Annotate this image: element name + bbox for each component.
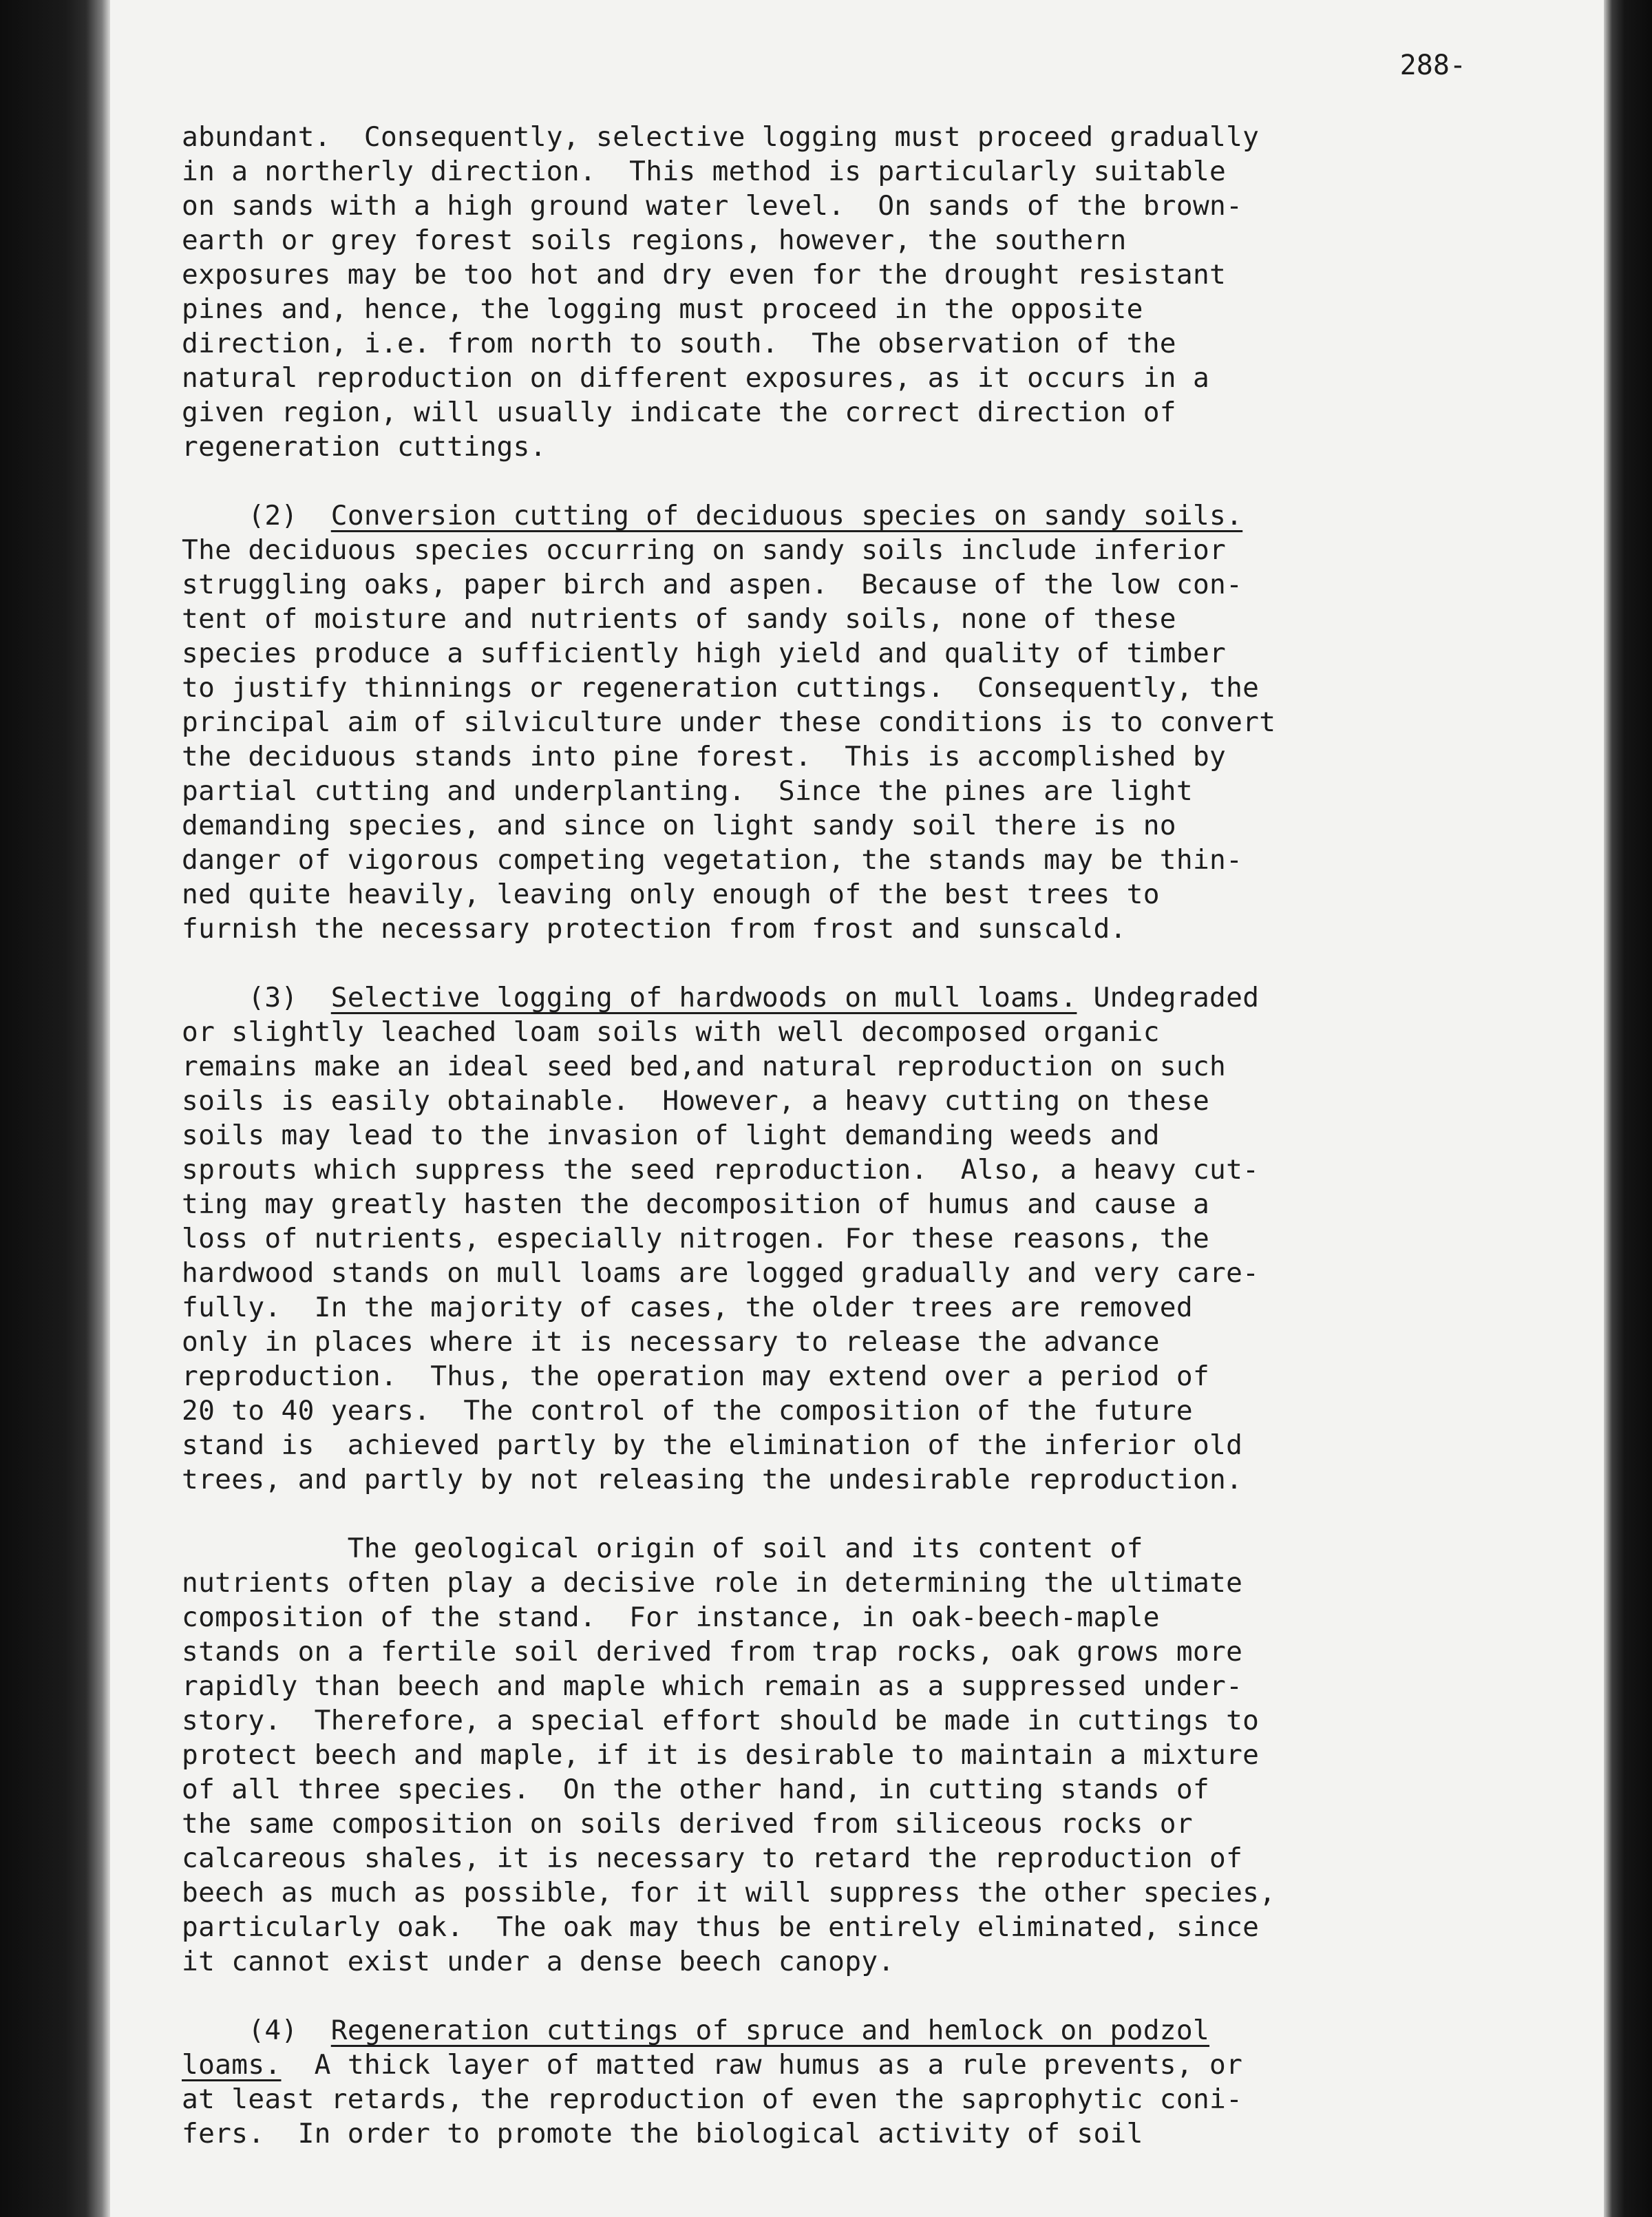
text-line: furnish the necessary protection from frost and sunscald. bbox=[182, 913, 1127, 945]
text-line: the deciduous stands into pine forest. This is accomplished by bbox=[182, 741, 1227, 773]
text-line: at least retards, the reproduction of even the saprophytic coni- bbox=[182, 2083, 1243, 2115]
text-line: on sands with a high ground water level. On sands of the brown- bbox=[182, 190, 1243, 222]
text-line: struggling oaks, paper birch and aspen. Because of the low con- bbox=[182, 569, 1243, 600]
text-line: tent of moisture and nutrients of sandy soils, none of these bbox=[182, 603, 1176, 635]
page-edge-shadow bbox=[1604, 0, 1652, 2217]
text-line: loss of nutrients, especially nitrogen. For these reasons, the bbox=[182, 1223, 1210, 1254]
text-line: hardwood stands on mull loams are logged gradually and very care- bbox=[182, 1257, 1260, 1289]
paragraph-3 bbox=[182, 980, 1531, 1497]
typed-text-body bbox=[182, 120, 1531, 2151]
paragraph-gap bbox=[182, 464, 1531, 498]
paragraph-2 bbox=[182, 498, 1531, 946]
text-fragment: Undegraded bbox=[1077, 982, 1260, 1013]
text-line: soils is easily obtainable. However, a heavy cutting on these bbox=[182, 1085, 1210, 1117]
text-line: trees, and partly by not releasing the undesirable reproduction. bbox=[182, 1464, 1243, 1495]
text-line: or slightly leached loam soils with well decomposed organic bbox=[182, 1016, 1160, 1048]
section-number: (2) bbox=[248, 500, 298, 532]
paragraph-1 bbox=[182, 120, 1531, 464]
text-line: abundant. Consequently, selective logging must proceed gradually bbox=[182, 121, 1260, 153]
text-line: exposures may be too hot and dry even for the drought resistant bbox=[182, 259, 1227, 291]
paragraph-5 bbox=[182, 2013, 1531, 2151]
text-line: partial cutting and underplanting. Since the pines are light bbox=[182, 775, 1193, 807]
text-line: in a northerly direction. This method is particularly suitable bbox=[182, 156, 1227, 187]
text-line: protect beech and maple, if it is desirable to maintain a mixture bbox=[182, 1739, 1260, 1771]
text-line: The deciduous species occurring on sandy soils include inferior bbox=[182, 534, 1227, 566]
text-fragment: A thick layer of matted raw humus as a rule prevents, or bbox=[281, 2049, 1243, 2081]
text-line: stand is achieved partly by the elimination of the inferior old bbox=[182, 1429, 1243, 1461]
section-heading-line bbox=[182, 2048, 1531, 2082]
text-line: the same composition on soils derived from siliceous rocks or bbox=[182, 1808, 1193, 1840]
text-line: reproduction. Thus, the operation may extend over a period of bbox=[182, 1360, 1210, 1392]
text-line: composition of the stand. For instance, in oak-beech-maple bbox=[182, 1601, 1160, 1633]
section-heading-line bbox=[182, 2013, 1531, 2048]
text-line: nutrients often play a decisive role in determining the ultimate bbox=[182, 1567, 1243, 1599]
paragraph-gap bbox=[182, 946, 1531, 980]
text-line: principal aim of silviculture under these conditions is to convert bbox=[182, 706, 1276, 738]
text-line: fers. In order to promote the biological activity of soil bbox=[182, 2118, 1143, 2150]
text-line: to justify thinnings or regeneration cuttings. Consequently, the bbox=[182, 672, 1260, 704]
text-line: soils may lead to the invasion of light demanding weeds and bbox=[182, 1120, 1160, 1151]
text-line: earth or grey forest soils regions, however, the southern bbox=[182, 224, 1127, 256]
text-line: beech as much as possible, for it will suppress the other species, bbox=[182, 1877, 1276, 1909]
book-gutter-shadow bbox=[0, 0, 110, 2217]
section-heading-line bbox=[182, 498, 1531, 533]
text-line: 20 to 40 years. The control of the composition of the future bbox=[182, 1395, 1193, 1427]
text-line: ting may greatly hasten the decomposition of humus and cause a bbox=[182, 1188, 1210, 1220]
text-line: sprouts which suppress the seed reproduction. Also, a heavy cut- bbox=[182, 1154, 1260, 1186]
section-heading: Conversion cutting of deciduous species on sandy soils. bbox=[330, 500, 1243, 532]
text-line: it cannot exist under a dense beech canopy. bbox=[182, 1946, 895, 1977]
text-line: particularly oak. The oak may thus be entirely eliminated, since bbox=[182, 1911, 1260, 1943]
section-heading: Regeneration cuttings of spruce and hemlock on podzol bbox=[330, 2015, 1210, 2046]
text-line: danger of vigorous competing vegetation, the stands may be thin- bbox=[182, 844, 1243, 876]
text-line: ned quite heavily, leaving only enough of the best trees to bbox=[182, 879, 1160, 910]
text-line: direction, i.e. from north to south. The observation of the bbox=[182, 328, 1176, 359]
text-line: species produce a sufficiently high yield and quality of timber bbox=[182, 638, 1227, 669]
text-line: fully. In the majority of cases, the older trees are removed bbox=[182, 1292, 1193, 1323]
text-line: calcareous shales, it is necessary to retard the reproduction of bbox=[182, 1842, 1243, 1874]
section-heading-line bbox=[182, 980, 1531, 1015]
text-line: remains make an ideal seed bed,and natural reproduction on such bbox=[182, 1051, 1227, 1082]
paragraph-gap bbox=[182, 1979, 1531, 2013]
section-heading: Selective logging of hardwoods on mull loams. bbox=[330, 982, 1077, 1013]
text-line: natural reproduction on different exposures, as it occurs in a bbox=[182, 362, 1210, 394]
paragraph-4 bbox=[182, 1531, 1531, 1979]
page-number: 288- bbox=[1399, 50, 1466, 81]
text-line: The geological origin of soil and its content of bbox=[182, 1533, 1143, 1564]
text-line: story. Therefore, a special effort should be made in cuttings to bbox=[182, 1705, 1260, 1736]
paragraph-gap bbox=[182, 1497, 1531, 1531]
section-number: (4) bbox=[248, 2015, 298, 2046]
section-number: (3) bbox=[248, 982, 298, 1013]
text-line: stands on a fertile soil derived from trap rocks, oak grows more bbox=[182, 1636, 1243, 1668]
section-heading-continued: loams. bbox=[182, 2049, 282, 2081]
text-line: given region, will usually indicate the correct direction of bbox=[182, 397, 1176, 428]
text-line: rapidly than beech and maple which remain as a suppressed under- bbox=[182, 1670, 1243, 1702]
text-line: demanding species, and since on light sandy soil there is no bbox=[182, 810, 1176, 841]
text-line: regeneration cuttings. bbox=[182, 431, 547, 463]
text-line: of all three species. On the other hand, in cutting stands of bbox=[182, 1774, 1210, 1805]
text-line: only in places where it is necessary to release the advance bbox=[182, 1326, 1160, 1358]
text-line: pines and, hence, the logging must proceed in the opposite bbox=[182, 293, 1143, 325]
